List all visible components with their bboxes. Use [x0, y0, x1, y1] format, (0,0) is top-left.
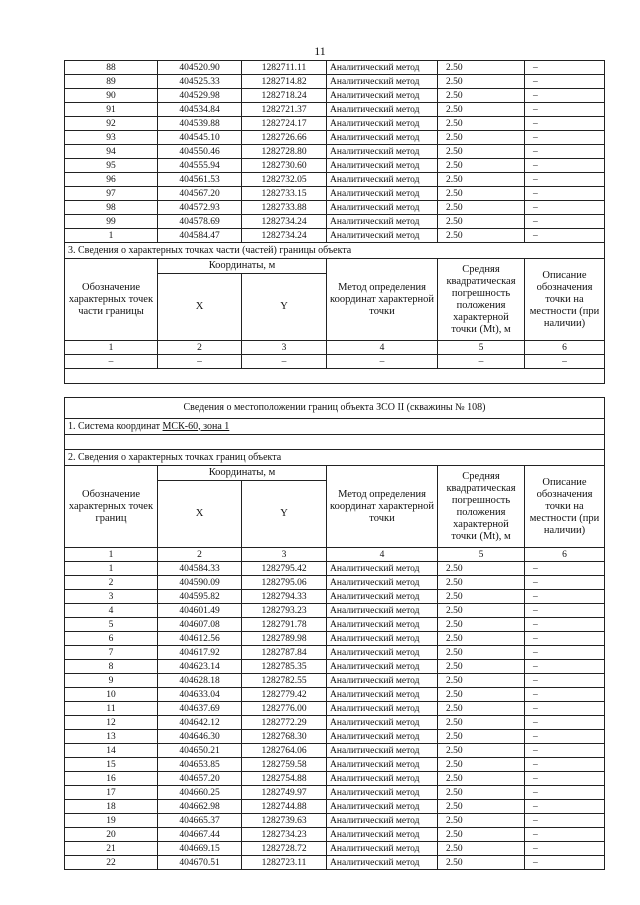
error-value-cell: 2.50	[438, 660, 525, 674]
point-number-cell: 22	[65, 856, 158, 870]
point-number-cell: 16	[65, 772, 158, 786]
table-row	[65, 131, 605, 145]
description-cell: –	[525, 187, 605, 201]
method-cell: Аналитический метод	[327, 159, 438, 173]
point-number-cell: 6	[65, 632, 158, 646]
description-cell: –	[525, 856, 605, 870]
description-cell: –	[525, 646, 605, 660]
empty-cell: –	[327, 355, 438, 369]
coordinate-system	[65, 419, 605, 435]
coord-x-cell: 404567.20	[158, 187, 242, 201]
coord-y-cell: 1282726.66	[242, 131, 327, 145]
method-cell: Аналитический метод	[327, 604, 438, 618]
point-number-cell: 4	[65, 604, 158, 618]
table-row	[65, 145, 605, 159]
coord-y-cell: 1282776.00	[242, 702, 327, 716]
coord-y-cell: 1282730.60	[242, 159, 327, 173]
coord-y-cell: 1282768.30	[242, 730, 327, 744]
error-value-cell: 2.50	[438, 632, 525, 646]
table-row	[65, 618, 605, 632]
method-cell: Аналитический метод	[327, 590, 438, 604]
point-number-cell: 8	[65, 660, 158, 674]
coord-x-cell: 404660.25	[158, 786, 242, 800]
page-number: 11	[314, 44, 326, 58]
description-cell: –	[525, 800, 605, 814]
table-row	[65, 828, 605, 842]
coord-y-cell: 1282721.37	[242, 103, 327, 117]
description-cell: –	[525, 814, 605, 828]
error-value-cell: 2.50	[438, 814, 525, 828]
point-number-cell: 5	[65, 618, 158, 632]
point-number-cell: 9	[65, 674, 158, 688]
column-number: 3	[242, 548, 327, 562]
header-y: Y	[242, 274, 327, 341]
header-point-designation: Обозначение характерных точек части границы	[65, 259, 158, 341]
column-number: 3	[242, 341, 327, 355]
coord-y-cell: 1282739.63	[242, 814, 327, 828]
point-number-cell: 10	[65, 688, 158, 702]
coord-x-cell: 404529.98	[158, 89, 242, 103]
error-value-cell: 2.50	[438, 688, 525, 702]
coord-y-cell: 1282772.29	[242, 716, 327, 730]
table-row	[65, 688, 605, 702]
table-row	[65, 159, 605, 173]
table-row	[65, 744, 605, 758]
point-number-cell: 20	[65, 828, 158, 842]
coord-y-cell: 1282733.15	[242, 187, 327, 201]
coord-y-cell: 1282782.55	[242, 674, 327, 688]
error-value-cell: 2.50	[438, 856, 525, 870]
point-number-cell: 15	[65, 758, 158, 772]
point-number-cell: 2	[65, 576, 158, 590]
description-cell: –	[525, 716, 605, 730]
blank-row	[65, 435, 605, 450]
object-title: Сведения о местоположении границ объекта ЗСО II (скважины № 108)	[65, 398, 605, 419]
description-cell: –	[525, 618, 605, 632]
empty-cell: –	[525, 355, 605, 369]
point-number-cell: 98	[65, 201, 158, 215]
coord-x-cell: 404525.33	[158, 75, 242, 89]
method-cell: Аналитический метод	[327, 89, 438, 103]
method-cell: Аналитический метод	[327, 201, 438, 215]
point-number-cell: 94	[65, 145, 158, 159]
table-row	[65, 117, 605, 131]
column-number: 4	[327, 341, 438, 355]
blank-row	[65, 369, 605, 384]
point-number-cell: 88	[65, 61, 158, 75]
error-value-cell: 2.50	[438, 173, 525, 187]
table-row	[65, 758, 605, 772]
coord-y-cell: 1282734.24	[242, 215, 327, 229]
description-cell: –	[525, 131, 605, 145]
error-value-cell: 2.50	[438, 730, 525, 744]
point-number-cell: 19	[65, 814, 158, 828]
coord-x-cell: 404550.46	[158, 145, 242, 159]
table-row	[65, 201, 605, 215]
coord-x-cell: 404637.69	[158, 702, 242, 716]
error-value-cell: 2.50	[438, 103, 525, 117]
error-value-cell: 2.50	[438, 145, 525, 159]
description-cell: –	[525, 145, 605, 159]
coord-x-cell: 404657.20	[158, 772, 242, 786]
coord-y-cell: 1282793.23	[242, 604, 327, 618]
coord-x-cell: 404534.84	[158, 103, 242, 117]
boundary-points-table-continued	[64, 60, 605, 384]
coordinate-system-label: 1. Система координат	[68, 420, 163, 432]
coord-x-cell: 404607.08	[158, 618, 242, 632]
description-cell: –	[525, 786, 605, 800]
table-row	[65, 89, 605, 103]
point-number-cell: 14	[65, 744, 158, 758]
method-cell: Аналитический метод	[327, 828, 438, 842]
error-value-cell: 2.50	[438, 618, 525, 632]
column-number: 6	[525, 548, 605, 562]
coord-y-cell: 1282728.80	[242, 145, 327, 159]
coord-x-cell: 404590.09	[158, 576, 242, 590]
coord-x-cell: 404623.14	[158, 660, 242, 674]
description-cell: –	[525, 75, 605, 89]
coord-x-cell: 404561.53	[158, 173, 242, 187]
table-row	[65, 842, 605, 856]
table-row	[65, 660, 605, 674]
method-cell: Аналитический метод	[327, 758, 438, 772]
method-cell: Аналитический метод	[327, 117, 438, 131]
point-number-cell: 21	[65, 842, 158, 856]
table-row	[65, 814, 605, 828]
error-value-cell: 2.50	[438, 215, 525, 229]
description-cell: –	[525, 89, 605, 103]
error-value-cell: 2.50	[438, 229, 525, 243]
section3-title: 3. Сведения о характерных точках части (частей) границы объекта	[65, 243, 605, 259]
error-value-cell: 2.50	[438, 842, 525, 856]
error-value-cell: 2.50	[438, 604, 525, 618]
coord-y-cell: 1282711.11	[242, 61, 327, 75]
method-cell: Аналитический метод	[327, 576, 438, 590]
error-value-cell: 2.50	[438, 576, 525, 590]
coord-y-cell: 1282744.88	[242, 800, 327, 814]
header-method: Метод определения координат характерной точки	[327, 466, 438, 548]
method-cell: Аналитический метод	[327, 562, 438, 576]
coord-x-cell: 404628.18	[158, 674, 242, 688]
coord-x-cell: 404612.56	[158, 632, 242, 646]
method-cell: Аналитический метод	[327, 772, 438, 786]
header-description: Описание обозначения точки на местности (при наличии)	[525, 259, 605, 341]
object-boundary-table	[64, 397, 605, 870]
header-error: Средняя квадратическая погрешность положения характерной точки (Mt), м	[438, 466, 525, 548]
coord-x-cell: 404662.98	[158, 800, 242, 814]
empty-cell: –	[158, 355, 242, 369]
description-cell: –	[525, 159, 605, 173]
method-cell: Аналитический метод	[327, 229, 438, 243]
coord-y-cell: 1282733.88	[242, 201, 327, 215]
coord-x-cell: 404669.15	[158, 842, 242, 856]
table-row	[65, 590, 605, 604]
method-cell: Аналитический метод	[327, 842, 438, 856]
point-number-cell: 97	[65, 187, 158, 201]
point-number-cell: 91	[65, 103, 158, 117]
column-number: 5	[438, 548, 525, 562]
column-number: 1	[65, 548, 158, 562]
description-cell: –	[525, 730, 605, 744]
column-number: 2	[158, 341, 242, 355]
coordinate-system-value: МСК-60, зона 1	[162, 420, 230, 432]
method-cell: Аналитический метод	[327, 632, 438, 646]
description-cell: –	[525, 229, 605, 243]
method-cell: Аналитический метод	[327, 61, 438, 75]
method-cell: Аналитический метод	[327, 744, 438, 758]
coord-y-cell: 1282779.42	[242, 688, 327, 702]
description-cell: –	[525, 674, 605, 688]
coord-y-cell: 1282754.88	[242, 772, 327, 786]
point-number-cell: 96	[65, 173, 158, 187]
table-row	[65, 800, 605, 814]
coord-y-cell: 1282785.35	[242, 660, 327, 674]
table-row	[65, 173, 605, 187]
coord-x-cell: 404555.94	[158, 159, 242, 173]
error-value-cell: 2.50	[438, 800, 525, 814]
table-row	[65, 187, 605, 201]
table-row	[65, 716, 605, 730]
coord-x-cell: 404545.10	[158, 131, 242, 145]
description-cell: –	[525, 688, 605, 702]
error-value-cell: 2.50	[438, 772, 525, 786]
table-row	[65, 730, 605, 744]
table-row	[65, 786, 605, 800]
coord-x-cell: 404539.88	[158, 117, 242, 131]
coord-y-cell: 1282795.06	[242, 576, 327, 590]
coord-x-cell: 404633.04	[158, 688, 242, 702]
coord-x-cell: 404584.33	[158, 562, 242, 576]
table-row	[65, 772, 605, 786]
coord-x-cell: 404653.85	[158, 758, 242, 772]
coord-x-cell: 404584.47	[158, 229, 242, 243]
description-cell: –	[525, 215, 605, 229]
point-number-cell: 90	[65, 89, 158, 103]
description-cell: –	[525, 758, 605, 772]
description-cell: –	[525, 604, 605, 618]
error-value-cell: 2.50	[438, 786, 525, 800]
error-value-cell: 2.50	[438, 744, 525, 758]
header-method: Метод определения координат характерной точки	[327, 259, 438, 341]
description-cell: –	[525, 632, 605, 646]
error-value-cell: 2.50	[438, 674, 525, 688]
coord-y-cell: 1282787.84	[242, 646, 327, 660]
method-cell: Аналитический метод	[327, 674, 438, 688]
header-point-designation: Обозначение характерных точек границ	[65, 466, 158, 548]
coord-x-cell: 404595.82	[158, 590, 242, 604]
coord-y-cell: 1282789.98	[242, 632, 327, 646]
header-error: Средняя квадратическая погрешность положения характерной точки (Mt), м	[438, 259, 525, 341]
header-x: X	[158, 481, 242, 548]
section2-title: 2. Сведения о характерных точках границ объекта	[65, 450, 605, 466]
description-cell: –	[525, 117, 605, 131]
coord-x-cell: 404520.90	[158, 61, 242, 75]
coord-x-cell: 404667.44	[158, 828, 242, 842]
coord-x-cell: 404670.51	[158, 856, 242, 870]
coord-y-cell: 1282732.05	[242, 173, 327, 187]
coord-y-cell: 1282795.42	[242, 562, 327, 576]
column-number: 4	[327, 548, 438, 562]
error-value-cell: 2.50	[438, 89, 525, 103]
table-row	[65, 229, 605, 243]
header-description: Описание обозначения точки на местности (при наличии)	[525, 466, 605, 548]
method-cell: Аналитический метод	[327, 215, 438, 229]
coord-x-cell: 404572.93	[158, 201, 242, 215]
header-y: Y	[242, 481, 327, 548]
point-number-cell: 1	[65, 562, 158, 576]
point-number-cell: 11	[65, 702, 158, 716]
error-value-cell: 2.50	[438, 828, 525, 842]
point-number-cell: 92	[65, 117, 158, 131]
coord-x-cell: 404665.37	[158, 814, 242, 828]
error-value-cell: 2.50	[438, 117, 525, 131]
point-number-cell: 17	[65, 786, 158, 800]
error-value-cell: 2.50	[438, 159, 525, 173]
table-row	[65, 215, 605, 229]
header-coordinates: Координаты, м	[158, 259, 327, 274]
coord-x-cell: 404646.30	[158, 730, 242, 744]
method-cell: Аналитический метод	[327, 716, 438, 730]
coord-y-cell: 1282718.24	[242, 89, 327, 103]
method-cell: Аналитический метод	[327, 173, 438, 187]
description-cell: –	[525, 702, 605, 716]
method-cell: Аналитический метод	[327, 730, 438, 744]
table-row	[65, 702, 605, 716]
point-number-cell: 7	[65, 646, 158, 660]
coord-y-cell: 1282734.24	[242, 229, 327, 243]
coord-y-cell: 1282723.11	[242, 856, 327, 870]
coord-y-cell: 1282734.23	[242, 828, 327, 842]
method-cell: Аналитический метод	[327, 187, 438, 201]
point-number-cell: 13	[65, 730, 158, 744]
description-cell: –	[525, 61, 605, 75]
column-number: 5	[438, 341, 525, 355]
column-number: 6	[525, 341, 605, 355]
method-cell: Аналитический метод	[327, 131, 438, 145]
method-cell: Аналитический метод	[327, 646, 438, 660]
error-value-cell: 2.50	[438, 758, 525, 772]
error-value-cell: 2.50	[438, 75, 525, 89]
method-cell: Аналитический метод	[327, 75, 438, 89]
error-value-cell: 2.50	[438, 646, 525, 660]
description-cell: –	[525, 576, 605, 590]
table-row	[65, 632, 605, 646]
coord-y-cell: 1282764.06	[242, 744, 327, 758]
method-cell: Аналитический метод	[327, 660, 438, 674]
table-row	[65, 646, 605, 660]
method-cell: Аналитический метод	[327, 702, 438, 716]
error-value-cell: 2.50	[438, 61, 525, 75]
error-value-cell: 2.50	[438, 187, 525, 201]
method-cell: Аналитический метод	[327, 814, 438, 828]
coord-y-cell: 1282714.82	[242, 75, 327, 89]
description-cell: –	[525, 842, 605, 856]
description-cell: –	[525, 103, 605, 117]
header-x: X	[158, 274, 242, 341]
table-row	[65, 856, 605, 870]
description-cell: –	[525, 772, 605, 786]
coord-x-cell: 404578.69	[158, 215, 242, 229]
point-number-cell: 89	[65, 75, 158, 89]
point-number-cell: 95	[65, 159, 158, 173]
description-cell: –	[525, 744, 605, 758]
coord-y-cell: 1282791.78	[242, 618, 327, 632]
point-number-cell: 12	[65, 716, 158, 730]
method-cell: Аналитический метод	[327, 800, 438, 814]
point-number-cell: 3	[65, 590, 158, 604]
empty-cell: –	[438, 355, 525, 369]
coord-y-cell: 1282759.58	[242, 758, 327, 772]
coord-y-cell: 1282728.72	[242, 842, 327, 856]
method-cell: Аналитический метод	[327, 786, 438, 800]
column-number: 1	[65, 341, 158, 355]
description-cell: –	[525, 660, 605, 674]
coord-x-cell: 404617.92	[158, 646, 242, 660]
header-coordinates: Координаты, м	[158, 466, 327, 481]
method-cell: Аналитический метод	[327, 618, 438, 632]
table-row	[65, 674, 605, 688]
empty-cell: –	[65, 355, 158, 369]
table-row	[65, 604, 605, 618]
empty-cell: –	[242, 355, 327, 369]
error-value-cell: 2.50	[438, 702, 525, 716]
table-row	[65, 61, 605, 75]
coord-y-cell: 1282749.97	[242, 786, 327, 800]
description-cell: –	[525, 590, 605, 604]
error-value-cell: 2.50	[438, 562, 525, 576]
table-row	[65, 576, 605, 590]
method-cell: Аналитический метод	[327, 856, 438, 870]
coord-y-cell: 1282724.17	[242, 117, 327, 131]
coord-y-cell: 1282794.33	[242, 590, 327, 604]
table-row	[65, 562, 605, 576]
coord-x-cell: 404650.21	[158, 744, 242, 758]
error-value-cell: 2.50	[438, 716, 525, 730]
description-cell: –	[525, 173, 605, 187]
point-number-cell: 99	[65, 215, 158, 229]
error-value-cell: 2.50	[438, 590, 525, 604]
description-cell: –	[525, 828, 605, 842]
method-cell: Аналитический метод	[327, 103, 438, 117]
table-row	[65, 75, 605, 89]
description-cell: –	[525, 201, 605, 215]
coord-x-cell: 404601.49	[158, 604, 242, 618]
column-number: 2	[158, 548, 242, 562]
description-cell: –	[525, 562, 605, 576]
point-number-cell: 93	[65, 131, 158, 145]
table-row	[65, 103, 605, 117]
coord-x-cell: 404642.12	[158, 716, 242, 730]
point-number-cell: 1	[65, 229, 158, 243]
method-cell: Аналитический метод	[327, 688, 438, 702]
method-cell: Аналитический метод	[327, 145, 438, 159]
point-number-cell: 18	[65, 800, 158, 814]
error-value-cell: 2.50	[438, 201, 525, 215]
error-value-cell: 2.50	[438, 131, 525, 145]
